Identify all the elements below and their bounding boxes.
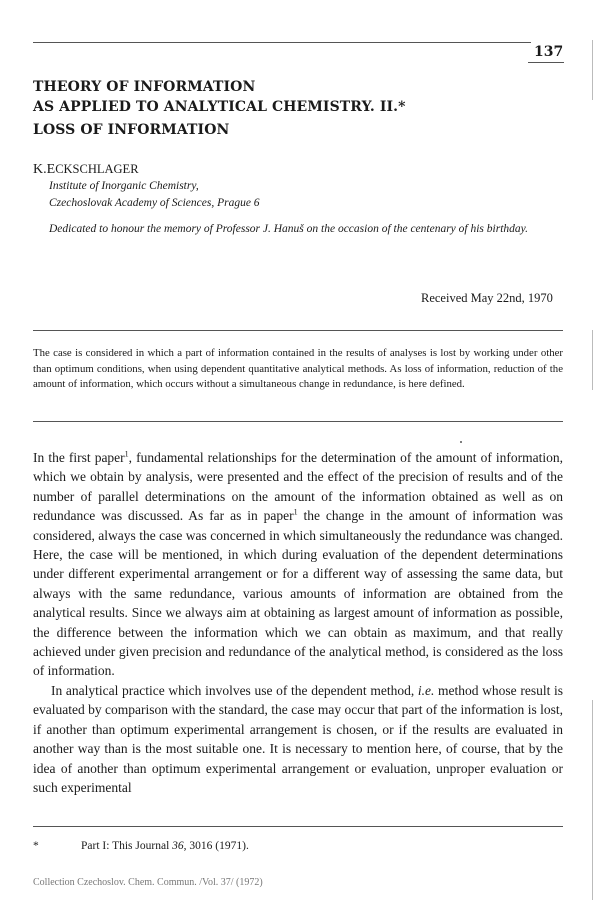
reference-marker: 1 <box>293 507 298 517</box>
scan-dot <box>460 441 462 443</box>
page-number: 137 <box>534 44 564 60</box>
title-line-3: LOSS OF INFORMATION <box>33 122 230 138</box>
footnote-mark: * <box>33 840 39 852</box>
body-p1-start: In the first paper <box>33 450 125 465</box>
abstract-top-rule <box>33 330 563 331</box>
body-text <box>33 448 563 797</box>
footnote-volume: 36 <box>172 840 184 852</box>
abstract-bottom-rule <box>33 421 563 422</box>
footnote-rule <box>33 826 563 827</box>
body-p2-ie: i.e. <box>417 682 435 698</box>
reference-marker: 1 <box>124 449 129 459</box>
body-p2-end: method whose result is evaluated by comparison with the standard, the case may occur that part of the information is lost, if another than optimum experimental arrangement is chosen, or if the results are evaluated in another way than is the most suitable one. It is necessary to mention here, of course, that by the idea of another than optimum experimental arrangement or evaluation, unproper evaluation or such experimental <box>33 682 563 795</box>
institution-line-2: Czechoslovak Academy of Sciences, Prague 6 <box>49 197 260 209</box>
scan-edge-mark <box>592 700 593 900</box>
journal-footer: Collection Czechoslov. Chem. Commun. /Vol. 37/ (1972) <box>33 877 263 888</box>
footnote-text-end: , 3016 (1971). <box>183 840 249 852</box>
author-first-letter: E <box>46 162 56 177</box>
header-rule <box>33 42 531 43</box>
title-line-2: AS APPLIED TO ANALYTICAL CHEMISTRY. II.* <box>33 99 406 115</box>
body-paragraph-1 <box>33 448 563 681</box>
footnote <box>33 840 249 852</box>
body-paragraph-2 <box>33 681 563 797</box>
title-line-1: THEORY OF INFORMATION <box>33 79 256 95</box>
institution-line-1: Institute of Inorganic Chemistry, <box>49 180 199 192</box>
abstract: The case is considered in which a part of information contained in the results of analyses is lost by working under other than optimum conditions, when using dependent quantitative analytical methods. As loss of information, reduction of the amount of information, which occurs without a simultaneous change in redundance, is here defined. <box>33 347 563 390</box>
header-rule-short <box>528 62 564 63</box>
author <box>33 162 139 178</box>
dedication: Dedicated to honour the memory of Professor J. Hanuš on the occasion of the centenary of his birthday. <box>49 223 528 235</box>
scan-edge-mark <box>592 330 593 390</box>
body-p2-start: In analytical practice which involves use of the dependent method, <box>51 682 418 698</box>
body-p1-end: the change in the amount of information was considered, always the case was concerned in which simultaneously the redundance was changed. Here, the case will be mentioned, in which during evaluation of the dependent determinations under different experimental arrangement or for a different way of assessing the same data, but always with the same redundance, various amounts of information are obtained from the analytical results. Since we always aim at obtaining as largest amount of information as possible, the difference between the information which we can obtain as maximum, and that really achieved under given precision and redundance of the analytical method, is considered as the loss of information. <box>33 508 563 679</box>
author-initial: K. <box>33 162 47 177</box>
scan-edge-mark <box>592 40 593 100</box>
author-surname-rest: CKSCHLAGER <box>55 162 139 176</box>
footnote-text-start: Part I: This Journal <box>81 840 173 852</box>
received-date: Received May 22nd, 1970 <box>421 291 553 305</box>
body-p1-mid: , fundamental relationships for the determination of the amount of information, which we obtain by analysis, were presented and the effect of the precision of results and of the number of parallel determinations on the amount of the information obtained as well as on redundance was discussed. As far as in paper <box>33 450 563 524</box>
